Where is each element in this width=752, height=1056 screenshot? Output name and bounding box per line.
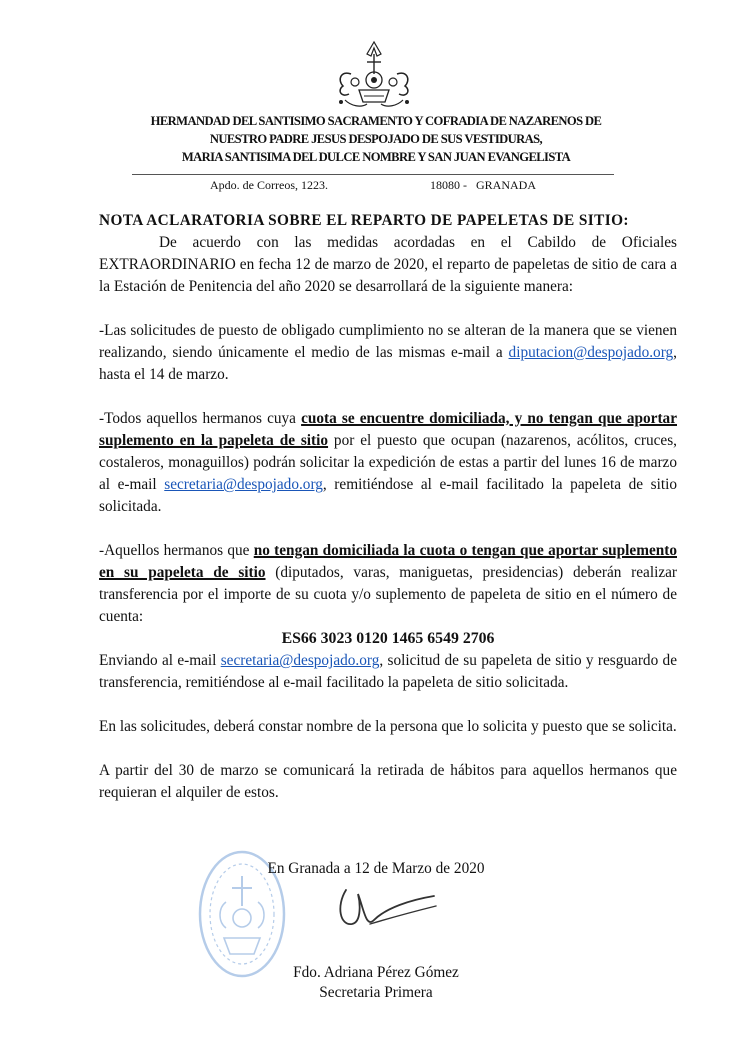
postal-address: Apdo. de Correos, 1223. xyxy=(210,178,328,192)
p2-underlined-bold: cuota se encuentre domiciliada, y no tengan que aportar suplemento en la papeleta de sitio xyxy=(99,410,677,449)
handwritten-signature xyxy=(330,876,440,940)
p4-text-b: , solicitud de su papeleta de sitio y resguardo de transferencia, remitiéndose al e-mail facilitado la papeleta de sitio solicitada. xyxy=(99,652,677,691)
bank-account-number: ES66 3023 0120 1465 6549 2706 xyxy=(281,630,495,647)
secretaria-email-link[interactable]: secretaria@despojado.org xyxy=(164,476,323,493)
paragraph-domiciliada xyxy=(99,408,677,518)
note-body xyxy=(99,210,677,804)
header-divider xyxy=(132,174,614,175)
p4-text-a: Enviando al e-mail xyxy=(99,652,221,669)
paragraph-no-domiciliada xyxy=(99,540,677,628)
place-and-date: En Granada a 12 de Marzo de 2020 xyxy=(267,860,485,877)
header-line-3: MARIA SANTISIMA DEL DULCE NOMBRE Y SAN JUAN EVANGELISTA xyxy=(181,150,571,164)
p2-text-b: por el puesto que ocupan (nazarenos, acólitos, cruces, costaleros, monaguillos) podrán solicitar la expedición de estas a partir del lunes 16 de marzo al e-mail xyxy=(99,432,677,493)
diputacion-email-link[interactable]: diputacion@despojado.org xyxy=(508,344,674,361)
p2-text-a: -Todos aquellos hermanos cuya xyxy=(99,410,302,427)
header-line-1: HERMANDAD DEL SANTISIMO SACRAMENTO Y COFRADIA DE NAZARENOS DE xyxy=(150,114,602,128)
paragraph-enviando xyxy=(99,650,677,694)
secretaria-email-link-2[interactable]: secretaria@despojado.org xyxy=(220,652,380,669)
signer-role: Secretaria Primera xyxy=(319,984,433,1001)
intro-paragraph: De acuerdo con las medidas acordadas en el Cabildo de Oficiales EXTRAORDINARIO en fecha 12 de marzo de 2020, el reparto de papeletas de sitio de cara a la Estación de Penitencia del año 2020 se desarrollará de la siguiente manera: xyxy=(99,234,677,295)
p2-text-c: , remitiéndose al e-mail facilitado la papeleta de sitio solicitada. xyxy=(99,476,677,515)
p1-text-b: , hasta el 14 de marzo. xyxy=(99,344,677,383)
paragraph-habitos: A partir del 30 de marzo se comunicará la retirada de hábitos para aquellos hermanos que requieran el alquiler de estos. xyxy=(99,762,677,801)
p3-text-b: (diputados, varas, maniguetas, presidencias) deberán realizar transferencia por el importe de su cuota y/o suplemento de papeleta de sitio en el número de cuenta: xyxy=(99,564,677,625)
brotherhood-crest-logo xyxy=(331,40,417,112)
header-line-2: NUESTRO PADRE JESUS DESPOJADO DE SUS VESTIDURAS, xyxy=(209,132,543,146)
note-title: NOTA ACLARATORIA SOBRE EL REPARTO DE PAPELETAS DE SITIO: xyxy=(99,212,629,229)
paragraph-obligado xyxy=(99,320,677,386)
paragraph-solicitudes: En las solicitudes, deberá constar nombre de la persona que lo solicita y puesto que se solicita. xyxy=(99,718,677,735)
postal-code-city: 18080 - GRANADA xyxy=(430,178,536,192)
p3-text-a: -Aquellos hermanos que xyxy=(99,542,254,559)
p1-text-a: -Las solicitudes de puesto de obligado cumplimiento no se alteran de la manera que se vienen realizando, siendo únicamente el medio de las mismas e-mail a xyxy=(99,322,677,361)
p3-underlined-bold: no tengan domiciliada la cuota o tengan que aportar suplemento en su papeleta de sitio xyxy=(99,542,677,581)
signer-name: Fdo. Adriana Pérez Gómez xyxy=(293,964,459,981)
